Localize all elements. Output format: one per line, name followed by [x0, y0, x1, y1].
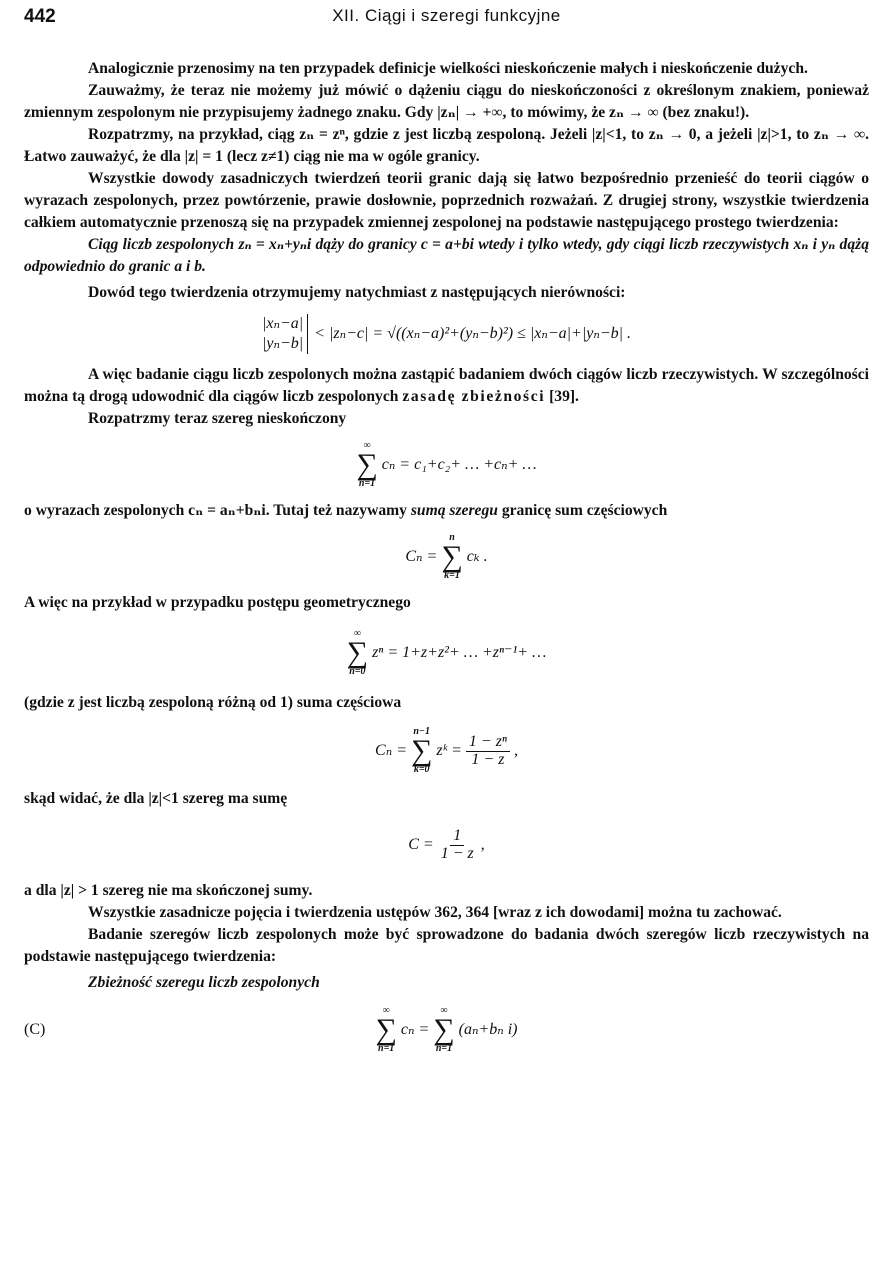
sigma-lower: n=1 [358, 478, 376, 489]
sum-lhs: C = [408, 836, 434, 853]
sigma-upper: ∞ [382, 1005, 390, 1016]
sigma-symbol: ∑ [375, 1013, 397, 1046]
page-number: 442 [24, 6, 56, 27]
sigma-lower: k=0 [413, 764, 430, 775]
sum-denominator: 1 − z [440, 844, 474, 862]
partial-sum-formula [24, 522, 869, 592]
sigma-psum [411, 727, 432, 775]
paragraph-sum-exists: skąd widać, że dla |z|<1 szereg ma sumę [24, 790, 288, 807]
paragraph-no-sign: Zauważmy, że teraz nie możemy już mówić o dążeniu ciągu do nieskończoności z określonym znakiem, ponieważ zmiennym zespolonym nie przypisujemy żadnego znaku. Gdy |zₙ| → +∞, to mówimy, że zₙ → ∞ (bez znaku!). [24, 82, 869, 121]
psum-end: , [513, 742, 518, 759]
convergence-principle: zasadę zbieżności [402, 388, 546, 405]
geometric-series-formula [24, 614, 869, 692]
sigma-symbol: ∑ [356, 448, 378, 481]
psum-denominator: 1 − z [471, 750, 505, 768]
psum-numerator: 1 − zⁿ [466, 734, 510, 752]
conclusion-text: A więc badanie ciągu liczb zespolonych można zastąpić badaniem dwóch ciągów liczb rzeczywistych. W szczególności można tą drogą udowodnić dla ciągów liczb zespolonych [24, 366, 869, 405]
sigma-symbol: ∑ [346, 636, 369, 669]
geometric-terms: zⁿ = 1+z+z²+ … +zⁿ⁻¹+ … [372, 644, 547, 661]
equation-tag: (C) [24, 1021, 46, 1038]
theorem-convergence-heading: Zbieżność szeregu liczb zespolonych [88, 974, 320, 991]
sigma-upper: ∞ [363, 440, 371, 451]
sigma-upper: n−1 [413, 726, 430, 737]
psum-fraction [466, 734, 510, 769]
paragraph-partial-sum: (gdzie z jest liczbą zespoloną różną od 1) suma częściowa [24, 694, 402, 711]
partial-geometric-formula [24, 714, 869, 788]
sigma-symbol: ∑ [410, 734, 433, 767]
inequality-bottom-term: |yₙ−b| [261, 335, 304, 352]
sigma-upper: ∞ [440, 1005, 448, 1016]
sigma-series [356, 441, 377, 489]
sum-fraction [438, 828, 477, 863]
sigma-final-1 [375, 1006, 396, 1054]
final-rest: (aₙ+bₙ i) [458, 1021, 518, 1038]
series-terms: cₙ = c₁+c₂+ … +cₙ+ … [381, 456, 537, 473]
theorem-complex-limit: Ciąg liczb zespolonych zₙ = xₙ+yₙi dąży do granicy c = a+bi wtedy i tylko wtedy, gdy ciągi liczb rzeczywistych xₙ i yₙ dążą odpowiednio do granic a i b. [24, 236, 869, 275]
sigma-upper: ∞ [353, 628, 361, 639]
paragraph-geometric: A więc na przykład w przypadku postępu geometrycznego [24, 594, 411, 611]
running-title: XII. Ciągi i szeregi funkcyjne [332, 6, 561, 25]
paragraph-example-sequence: Rozpatrzmy, na przykład, ciąg zₙ = zⁿ, gdzie z jest liczbą zespoloną. Jeżeli |z|<1, to zₙ → 0, a jeżeli |z|>1, to zₙ → ∞. Łatwo zauważyć, że dla |z| = 1 (lecz z≠1) ciąg nie ma w ogóle granicy. [24, 126, 869, 165]
sum-def-text: o wyrazach zespolonych cₙ = aₙ+bₙi. Tutaj też nazywamy [24, 502, 407, 519]
paragraph-proof-intro: Dowód tego twierdzenia otrzymujemy natychmiast z następujących nierówności: [88, 284, 626, 301]
sigma-symbol: ∑ [433, 1013, 455, 1046]
final-mid: cₙ = [400, 1021, 430, 1038]
partial-rest: cₖ . [466, 548, 488, 565]
sigma-lower: n=0 [349, 666, 366, 677]
paragraph-series-intro: Rozpatrzmy teraz szereg nieskończony [88, 410, 347, 427]
sigma-upper: n [449, 532, 455, 543]
inequality-formula [24, 308, 869, 360]
paragraph-concepts: Wszystkie zasadnicze pojęcia i twierdzenia ustępów 362, 364 [wraz z ich dowodami] można tu zachować. [88, 904, 782, 921]
psum-mid: zᵏ = [436, 742, 462, 759]
sum-def-end: granicę sum częściowych [501, 502, 668, 519]
sum-numerator: 1 [450, 828, 464, 846]
inequality-rest: < |zₙ−c| = √((xₙ−a)²+(yₙ−b)²) ≤ |xₙ−a|+|yₙ−b| . [314, 325, 632, 342]
paragraph-definitions: Analogicznie przenosimy na ten przypadek definicje wielkości nieskończenie małych i nieskończenie dużych. [88, 60, 808, 77]
psum-lhs: Cₙ = [375, 742, 407, 759]
partial-lhs: Cₙ = [405, 548, 438, 565]
sigma-lower: n=1 [435, 1043, 453, 1054]
sum-end: , [480, 836, 485, 853]
sigma-lower: n=1 [378, 1043, 395, 1054]
paragraph-conclusion [24, 364, 869, 408]
paragraph-proofs-transfer: Wszystkie dowody zasadniczych twierdzeń teorii granic dają się łatwo bezpośrednio przenieść do teorii ciągów o wyrazach zespolonych, przez powtórzenie, prawie dosłownie, poprzednich rozważań. Z drugiej strony, wszystkie twierdzenia całkiem automatycznie przenoszą się na przypadek zmiennej zespolonej na podstawie następującego prostego twierdzenia: [24, 170, 869, 231]
sigma-geometric [347, 629, 368, 677]
sigma-symbol: ∑ [441, 540, 463, 573]
inequality-top-term: |xₙ−a| [261, 315, 304, 332]
sum-term: sumą szeregu [410, 502, 498, 519]
paragraph-no-sum: a dla |z| > 1 szereg nie ma skończonej sumy. [24, 882, 313, 899]
sum-formula [24, 810, 869, 880]
sigma-final-2 [433, 1006, 454, 1054]
page-body [24, 58, 869, 1066]
reference-39: [39]. [549, 388, 579, 405]
paragraph-sum-definition [24, 500, 869, 522]
sigma-lower: k=1 [444, 570, 460, 581]
paragraph-reduction: Badanie szeregów liczb zespolonych może być sprowadzone do badania dwóch szeregów liczb rzeczywistych na podstawie następującego twierdzenia: [24, 926, 869, 965]
sigma-partial [441, 533, 462, 581]
final-series-formula [24, 994, 869, 1066]
series-formula [24, 430, 869, 500]
page-header [24, 6, 869, 30]
